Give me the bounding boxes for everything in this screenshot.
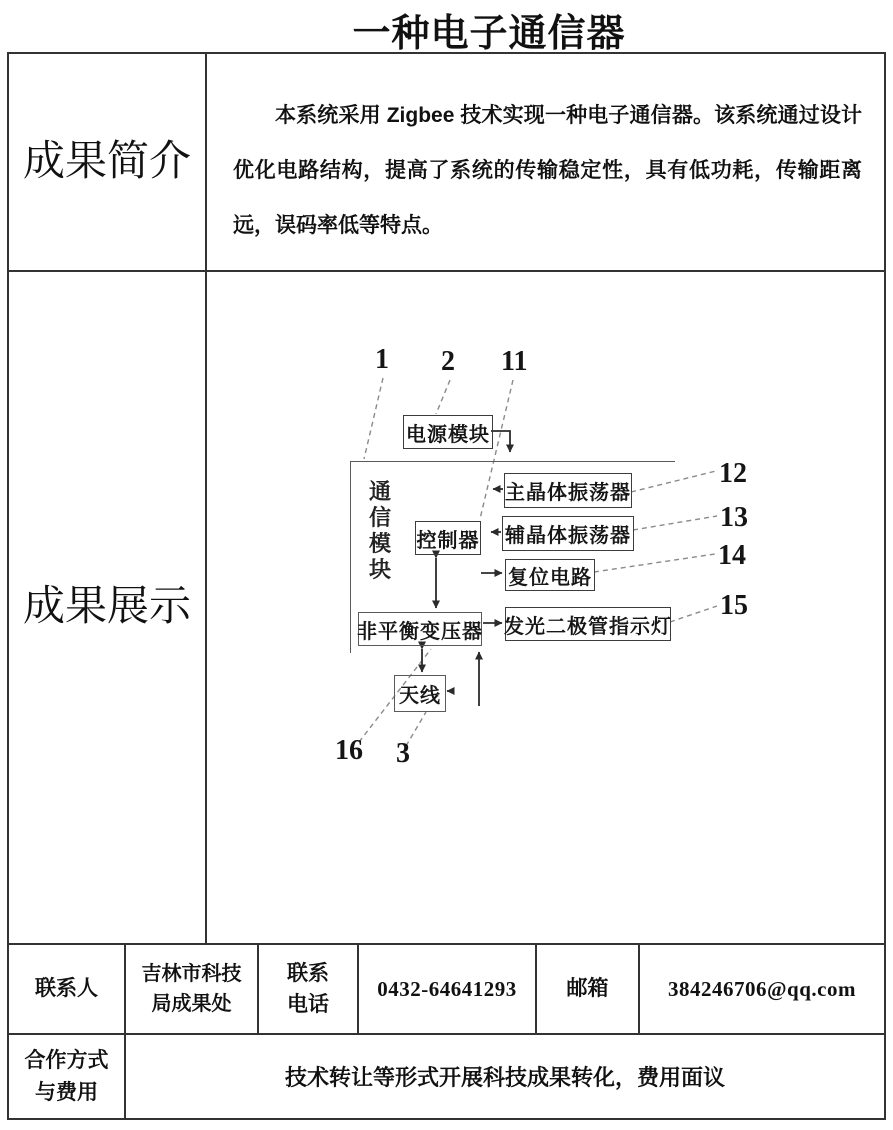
- display-content: [207, 272, 884, 943]
- row-display: [9, 272, 884, 945]
- reset-circuit-block: 复位电路: [505, 559, 595, 591]
- row-cooperation: [9, 1035, 884, 1118]
- ref-num-2: 2: [441, 346, 455, 377]
- phone-label-cell: [259, 945, 359, 1033]
- row-intro: [9, 54, 884, 272]
- ref-num-3: 3: [396, 738, 410, 769]
- intro-text: 本系统采用 Zigbee 技术实现一种电子通信器。该系统通过设计优化电路结构，提高了系统的传输稳定性，具有低功耗，传输距离远，误码率低等特点。: [233, 104, 862, 237]
- display-label: 成果展示: [9, 272, 207, 943]
- achievement-table: [7, 52, 886, 1120]
- contact-person: 吉林市科技局成果处: [141, 963, 242, 1015]
- ref-num-14: 14: [718, 540, 746, 571]
- ref-num-15: 15: [720, 590, 748, 621]
- leader-1: [364, 378, 383, 459]
- main-oscillator-block: 主晶体振荡器: [504, 473, 632, 508]
- row-contact: [9, 945, 884, 1035]
- power-to-module-arrow: [491, 431, 510, 452]
- antenna-block: 天线: [394, 675, 446, 712]
- phone-label: 联系电话: [287, 961, 329, 1016]
- ref-num-12: 12: [719, 458, 747, 489]
- phone-value: 0432-64641293: [359, 945, 537, 1033]
- block-diagram: [207, 272, 884, 943]
- email-value: 384246706@qq.com: [668, 976, 856, 1001]
- leader-15: [670, 606, 717, 622]
- led-indicator-block: 发光二极管指示灯: [505, 607, 671, 641]
- ref-num-16: 16: [335, 735, 363, 766]
- ref-num-11: 11: [501, 346, 528, 377]
- leader-2: [436, 380, 450, 414]
- ref-num-13: 13: [720, 502, 748, 533]
- ref-num-1: 1: [375, 344, 389, 375]
- comm-module-label: 通信模块: [368, 479, 391, 582]
- cooperation-text: 技术转让等形式开展科技成果转化，费用面议: [284, 1065, 725, 1090]
- balun-transformer-block: 非平衡变压器: [358, 612, 482, 646]
- page-title: 一种电子通信器: [352, 13, 626, 55]
- email-label: 邮箱: [537, 945, 640, 1033]
- cooperation-label: 合作方式与费用: [24, 1049, 109, 1104]
- power-module-block: 电源模块: [403, 415, 493, 449]
- controller-block: 控制器: [415, 521, 481, 555]
- contact-label: 联系人: [9, 945, 126, 1033]
- cooperation-label-cell: [9, 1035, 126, 1118]
- intro-label: 成果简介: [9, 54, 207, 270]
- aux-oscillator-block: 辅晶体振荡器: [502, 516, 634, 551]
- contact-person-cell: [126, 945, 259, 1033]
